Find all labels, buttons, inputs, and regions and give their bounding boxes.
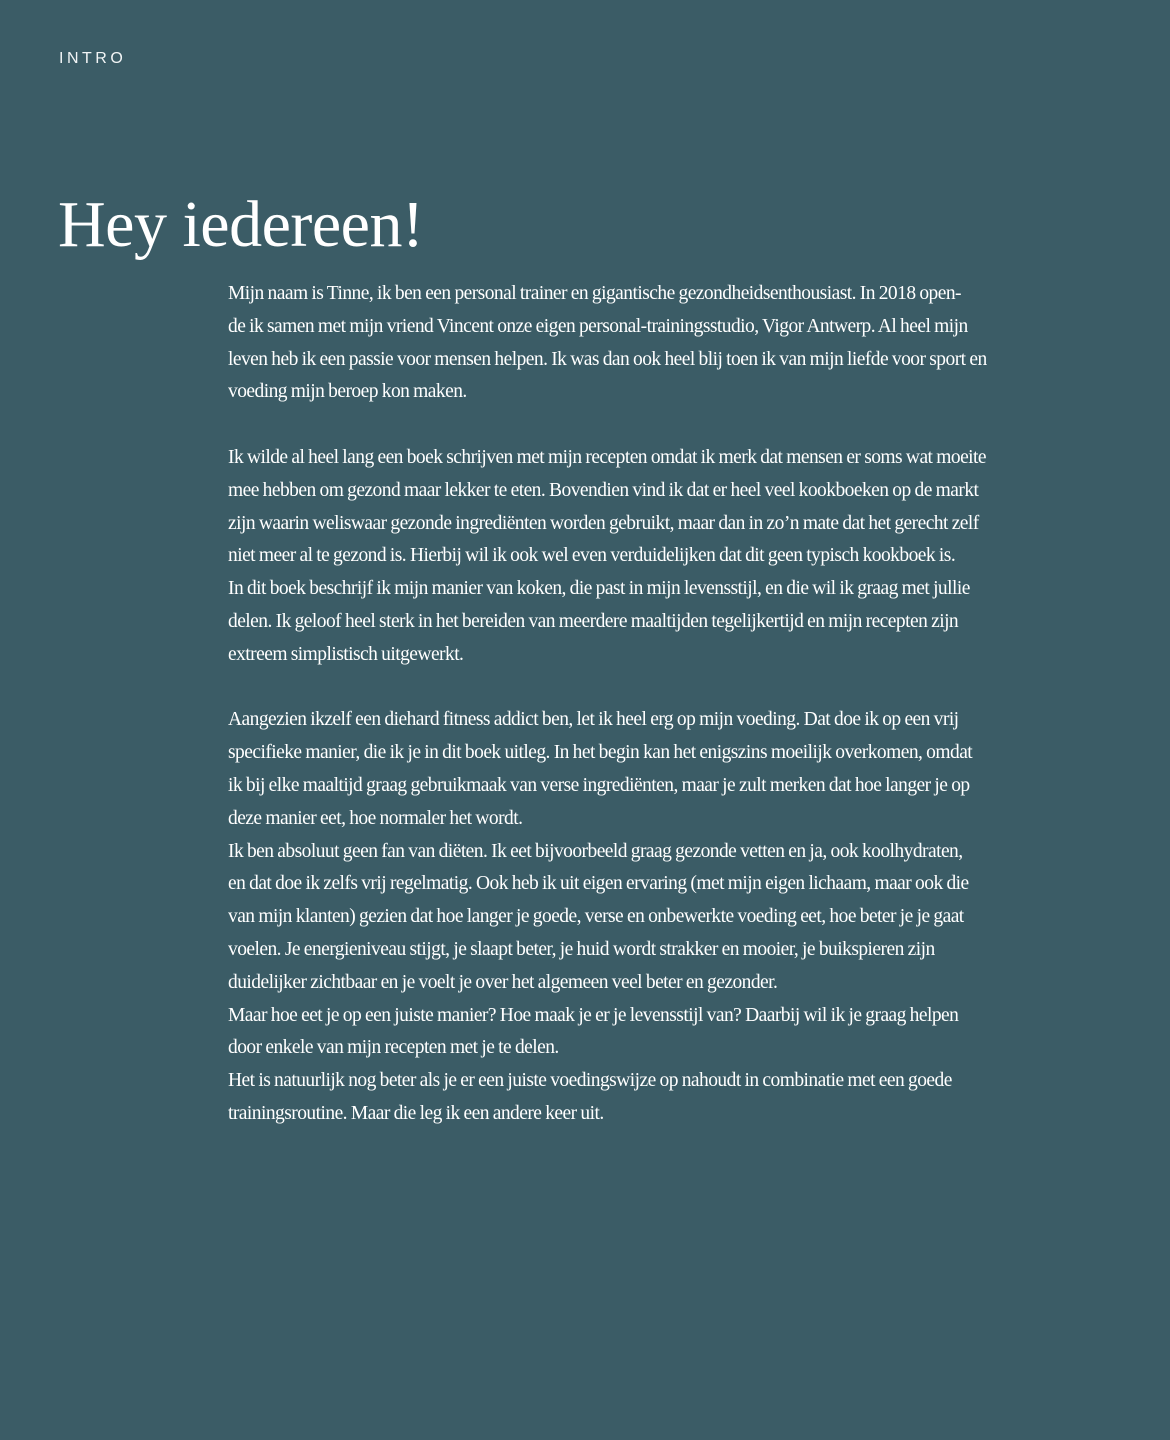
page-heading: Hey iedereen! — [58, 188, 424, 261]
intro-text-line: Het is natuurlijk nog beter als je er een juiste voedingswijze op nahoudt in combinatie met een goede — [228, 1070, 952, 1092]
intro-text-line: trainingsroutine. Maar die leg ik een andere keer uit. — [228, 1102, 604, 1124]
intro-text-line: en dat doe ik zelfs vrij regelmatig. Ook heb ik uit eigen ervaring (met mijn eigen lichaam, maar ook die — [228, 873, 969, 895]
intro-text-line: mee hebben om gezond maar lekker te eten. Bovendien vind ik dat er heel veel kookboeken op de markt — [228, 479, 979, 501]
intro-text-line: duidelijker zichtbaar en je voelt je over het algemeen veel beter en gezonder. — [228, 971, 778, 993]
intro-text-line: van mijn klanten) gezien dat hoe langer je goede, verse en onbewerkte voeding eet, hoe beter je je gaat — [228, 906, 964, 928]
intro-text-line: de ik samen met mijn vriend Vincent onze eigen personal-trainingsstudio, Vigor Antwerp. Al heel mijn — [228, 315, 968, 337]
intro-text-line: deze manier eet, hoe normaler het wordt. — [228, 807, 523, 829]
paragraph-spacer — [228, 409, 1028, 442]
intro-text-line: specifieke manier, die ik je in dit boek uitleg. In het begin kan het enigszins moeilijk overkomen, omdat — [228, 742, 973, 764]
paragraph-spacer — [228, 672, 1028, 705]
intro-text-line: Maar hoe eet je op een juiste manier? Hoe maak je er je levensstijl van? Daarbij wil ik je graag helpen — [228, 1004, 959, 1026]
intro-text-line: leven heb ik een passie voor mensen helpen. Ik was dan ook heel blij toen ik van mijn liefde voor sport en — [228, 348, 987, 370]
intro-text-line: Mijn naam is Tinne, ik ben een personal trainer en gigantische gezondheidsenthousiast. In 2018 open- — [228, 283, 961, 304]
intro-text-line: extreem simplistisch uitgewerkt. — [228, 643, 464, 665]
intro-text-line: voelen. Je energieniveau stijgt, je slaapt beter, je huid wordt strakker en mooier, je buikspieren zijn — [228, 938, 935, 960]
intro-body — [228, 278, 1028, 1131]
intro-text-line: niet meer al te gezond is. Hierbij wil ik ook wel even verduidelijken dat dit geen typisch kookboek is. — [228, 545, 956, 567]
intro-text-line: ik bij elke maaltijd graag gebruikmaak van verse ingrediënten, maar je zult merken dat hoe langer je op — [228, 774, 970, 796]
intro-text-line: voeding mijn beroep kon maken. — [228, 381, 467, 403]
intro-text-line: zijn waarin weliswaar gezonde ingrediënten worden gebruikt, maar dan in zo’n mate dat het gerecht zelf — [228, 512, 979, 534]
section-label: INTRO — [59, 50, 127, 67]
intro-text-line: In dit boek beschrijf ik mijn manier van koken, die past in mijn levensstijl, en die wil ik graag met jullie — [228, 578, 970, 600]
intro-text-line: Aangezien ikzelf een diehard fitness addict ben, let ik heel erg op mijn voeding. Dat doe ik op een vrij — [228, 709, 959, 731]
intro-text-line: Ik ben absoluut geen fan van diëten. Ik eet bijvoorbeeld graag gezonde vetten en ja, ook koolhydraten, — [228, 840, 963, 862]
intro-text-line: door enkele van mijn recepten met je te delen. — [228, 1037, 559, 1059]
intro-text-line: delen. Ik geloof heel sterk in het bereiden van meerdere maaltijden tegelijkertijd en mijn recepten zijn — [228, 610, 959, 632]
intro-text-line: Ik wilde al heel lang een boek schrijven met mijn recepten omdat ik merk dat mensen er soms wat moeite — [228, 446, 987, 468]
